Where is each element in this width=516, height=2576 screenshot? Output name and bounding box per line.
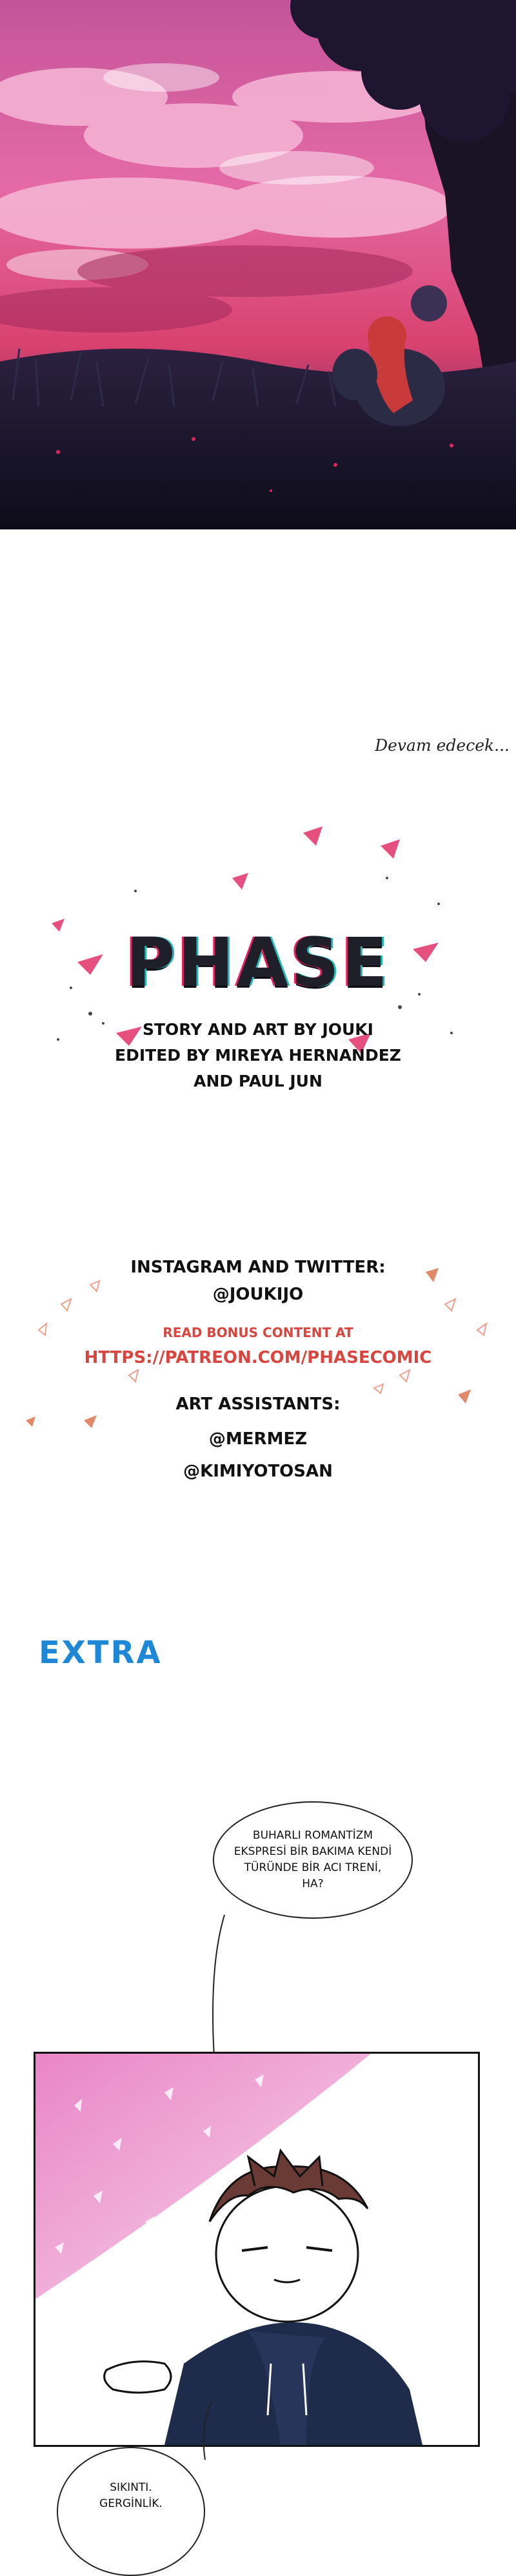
credit-bonus-url[interactable]: HTTPS://PATREON.COM/PHASECOMIC (84, 1348, 432, 1367)
extra-comic-panel (34, 2052, 480, 2447)
extra-heading: EXTRA (39, 1635, 163, 1671)
boy-in-hoodie-illustration (35, 2054, 478, 2445)
sunset-field-illustration (0, 0, 516, 529)
credit-social-heading: INSTAGRAM AND TWITTER: (130, 1258, 386, 1277)
speech-bubble-1 (213, 1801, 413, 1919)
phase-logo: PHASE (126, 923, 390, 1002)
speech-bubble-1-tail (205, 1915, 231, 2057)
credit-social-handle: @JOUKIJO (212, 1285, 304, 1304)
credit-assistant-2: @KIMIYOTOSAN (183, 1462, 333, 1481)
credit-assistants-heading: ART ASSISTANTS: (175, 1395, 341, 1414)
top-illustration-panel (0, 0, 516, 529)
credit-assistant-1: @MERMEZ (208, 1429, 308, 1449)
speech-bubble-2-tail (194, 2402, 219, 2460)
speech-bubble-2-text: SIKINTI. GERGİNLİK. (99, 2481, 163, 2510)
credit-edited-line2: AND PAUL JUN (194, 1072, 322, 1090)
credit-story-art: STORY AND ART BY JOUKI (143, 1020, 373, 1039)
credit-edited-line1: EDITED BY MIREYA HERNANDEZ (115, 1046, 401, 1065)
credit-bonus-heading: READ BONUS CONTENT AT (163, 1325, 353, 1340)
speech-bubble-2 (57, 2447, 205, 2576)
to-be-continued-text: Devam edecek... (375, 736, 510, 755)
speech-bubble-1-text: BUHARLI ROMANTİZM EKSPRESİ BİR BAKIMA KENDİ TÜRÜNDE BİR ACI TRENİ, HA? (233, 1829, 392, 1890)
